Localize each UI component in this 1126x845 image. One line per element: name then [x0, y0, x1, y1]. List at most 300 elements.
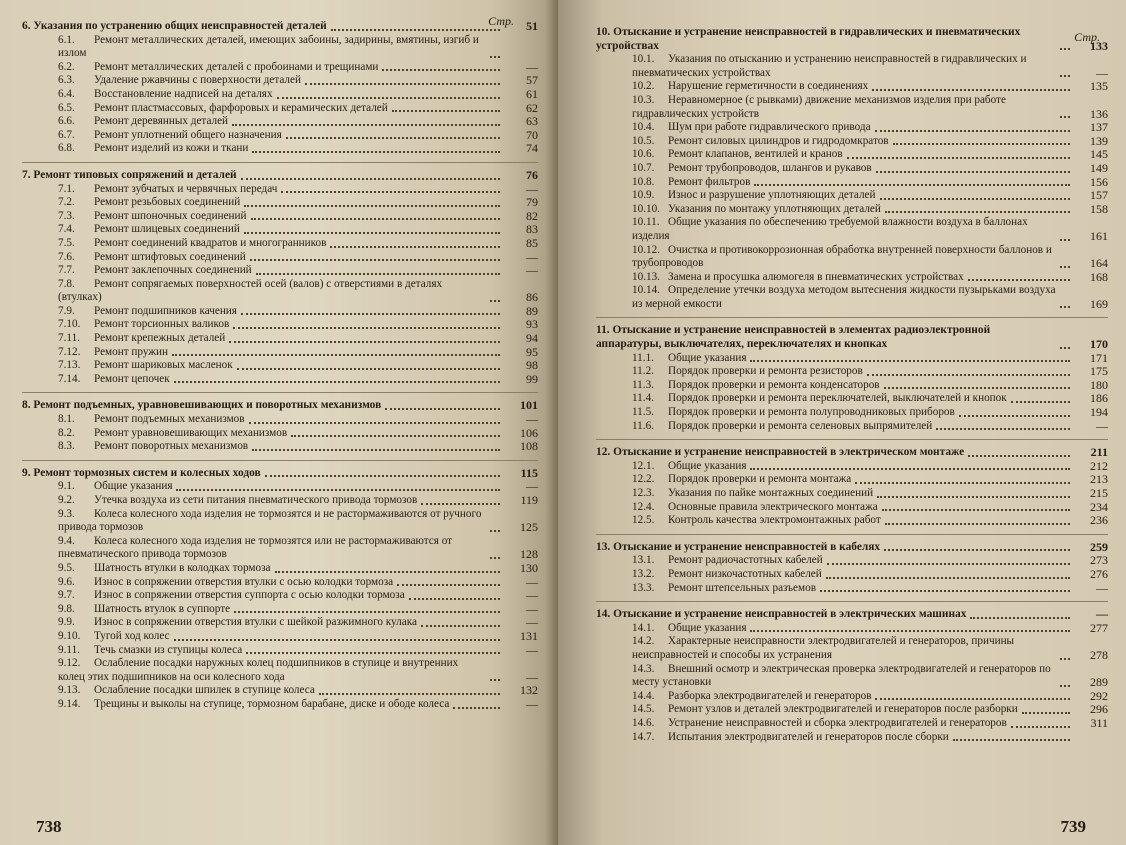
toc-section: [596, 216, 1108, 243]
toc-section: [596, 352, 1108, 366]
toc-entry-title: [58, 480, 172, 494]
toc-entry-title: [632, 663, 1056, 690]
toc-entry-number: 9.10.: [58, 629, 81, 642]
toc-entry-title: [632, 568, 822, 582]
toc-entry-number: 7.7.: [58, 264, 75, 277]
leader-dots: [244, 231, 500, 234]
toc-section: [596, 271, 1108, 285]
toc-entry-text: Испытания электродвигателей и генераторов после сборки: [668, 730, 949, 743]
toc-entry-number: 10.6.: [632, 148, 655, 161]
toc-entry-number: 9.11.: [58, 643, 80, 656]
toc-entry-title: [58, 644, 242, 658]
toc-entry-number: 11.5.: [632, 406, 654, 419]
toc-entry-title: [58, 332, 225, 346]
toc-section: [22, 413, 538, 427]
toc-entry-text: Ремонт соединений квадратов и многогранников: [94, 236, 327, 249]
toc-entry-title: [58, 576, 393, 590]
toc-section: [22, 373, 538, 387]
toc-entry-title: [58, 684, 315, 698]
toc-page-number: 169: [1090, 296, 1108, 311]
toc-section: [596, 162, 1108, 176]
leader-dots: [265, 474, 500, 477]
leader-dots: [174, 380, 500, 383]
toc-entry-number: 10.9.: [632, 189, 655, 202]
toc-page-number: 57: [526, 73, 538, 88]
toc-section: [22, 74, 538, 88]
toc-page-number: 161: [1090, 228, 1108, 243]
toc-page-number: 95: [526, 344, 538, 359]
toc-entry-text: Общие указания: [94, 480, 173, 493]
toc-page-number: —: [1096, 607, 1108, 622]
toc-entry-text: Ремонт силовых цилиндров и гидродомкратов: [668, 134, 889, 147]
toc-page-number: 156: [1090, 174, 1108, 189]
toc-entry-title: [58, 562, 271, 576]
toc-entry-text: Ремонт низкочастотных кабелей: [668, 567, 822, 580]
toc-entry-text: Ремонт деревянных деталей: [94, 115, 229, 128]
toc-section: [22, 210, 538, 224]
toc-section: [22, 562, 538, 576]
toc-entry-title: [58, 278, 486, 305]
toc-section: [22, 440, 538, 454]
toc-entry-text: Ремонт радиочастотных кабелей: [668, 554, 823, 567]
toc-entry-text: Ремонт шлицевых соединений: [94, 223, 240, 236]
toc-entry-text: Удаление ржавчины с поверхности деталей: [94, 74, 301, 87]
leader-dots: [875, 697, 1070, 700]
toc-entry-text: Ремонт изделий из кожи и ткани: [94, 142, 249, 155]
toc-page-number: 79: [526, 195, 538, 210]
toc-section: [22, 223, 538, 237]
leader-dots: [305, 82, 500, 85]
toc-entry-text: Течь смазки из ступицы колеса: [94, 643, 243, 656]
toc-entry-text: Указания по монтажу уплотняющих деталей: [668, 202, 881, 215]
toc-entry-title: [58, 427, 287, 441]
toc-entry-number: 6.2.: [58, 60, 75, 73]
toc-section: [22, 698, 538, 712]
leader-dots: [275, 570, 501, 573]
toc-entry-number: 12.3.: [632, 487, 655, 499]
toc-page-number: 292: [1090, 688, 1108, 703]
toc-entry-title: [58, 494, 417, 508]
toc-section: [596, 635, 1108, 662]
toc-section: [596, 148, 1108, 162]
toc-entry-title: [632, 284, 1056, 311]
toc-entry-text: Очистка и противокоррозионная обработка внутренней поверхности баллонов и трубопроводов: [632, 243, 1052, 270]
toc-entry-title: [58, 61, 378, 75]
toc-section: [596, 473, 1108, 487]
toc-section: [22, 183, 538, 197]
toc-entry-text: Колеса колесного хода изделия не тормозятся или не растормаживаются от пневматического привода тормозов: [58, 534, 453, 561]
column-header: Стр.: [1074, 30, 1100, 44]
toc-entry-text: Контроль качества электромонтажных работ: [668, 514, 881, 527]
toc-section: [22, 264, 538, 278]
toc-page-number: 51: [526, 19, 538, 33]
leader-dots: [490, 529, 500, 532]
toc-entry-text: Ремонт клапанов, вентилей и кранов: [668, 148, 843, 161]
toc-entry-number: 8.1.: [58, 413, 75, 426]
toc-entry-number: 14.1.: [632, 621, 655, 634]
toc-entry-title: [58, 616, 417, 630]
leader-dots: [234, 610, 500, 613]
toc-entry-number: 7.6.: [58, 250, 75, 263]
leader-dots: [936, 427, 1070, 430]
toc-page-number: 278: [1090, 647, 1108, 662]
toc-entry-text: Устранение неисправностей и сборка электродвигателей и генераторов: [668, 716, 1007, 729]
toc-page-number: 276: [1090, 566, 1108, 581]
toc-entry-text: Характерные неисправности электродвигателей и генераторов, причины неисправностей и способы их устранения: [632, 635, 1015, 661]
toc-list: [22, 20, 538, 712]
toc-section: [22, 630, 538, 644]
leader-dots: [826, 576, 1070, 579]
toc-entry-title: [632, 622, 746, 636]
toc-page-number: —: [1096, 580, 1108, 595]
toc-section: [22, 535, 538, 562]
toc-entry-text: Основные правила электрического монтажа: [668, 500, 878, 513]
toc-section: [596, 189, 1108, 203]
toc-page-number: 158: [1090, 201, 1108, 216]
toc-section: [22, 616, 538, 630]
toc-entry-text: Ремонт узлов и деталей электродвигателей и генераторов после разборки: [668, 703, 1018, 716]
leader-dots: [397, 583, 500, 586]
toc-entry-title: [632, 352, 746, 366]
toc-page-number: 94: [526, 331, 538, 346]
toc-entry-title: [632, 501, 878, 515]
toc-section: [22, 346, 538, 360]
leader-dots: [246, 651, 500, 654]
toc-entry-text: Ремонт уравновешивающих механизмов: [94, 426, 288, 439]
leader-dots: [392, 109, 500, 112]
toc-entry-text: Ремонт заклепочных соединений: [94, 264, 252, 277]
toc-page-number: —: [526, 412, 538, 427]
toc-entry-text: Указания по пайке монтажных соединений: [668, 487, 874, 499]
toc-entry-title: [632, 379, 880, 393]
toc-entry-title: [58, 196, 240, 210]
toc-section: [596, 203, 1108, 217]
toc-entry-number: 9.7.: [58, 589, 75, 602]
leader-dots: [750, 359, 1070, 362]
toc-page-number: 211: [1090, 445, 1108, 460]
toc-page-number: 186: [1090, 391, 1108, 406]
toc-section: [22, 278, 538, 305]
toc-entry-number: 14.5.: [632, 703, 655, 716]
toc-page-number: 289: [1090, 675, 1108, 690]
toc-entry-text: Ремонт торсионных валиков: [94, 318, 230, 331]
leader-dots: [1060, 346, 1070, 349]
toc-entry-title: [58, 413, 245, 427]
toc-section: [596, 53, 1108, 80]
toc-entry-number: 10.3.: [632, 93, 655, 106]
leader-dots: [1060, 47, 1070, 50]
toc-entry-number: 7.4.: [58, 223, 75, 236]
toc-entry-number: 6.1.: [58, 33, 75, 46]
toc-entry-title: [58, 129, 282, 143]
toc-page-number: —: [526, 588, 538, 603]
toc-entry-title: [58, 264, 252, 278]
leader-dots: [319, 692, 500, 695]
chapter-divider: [22, 162, 538, 163]
toc-page-number: 115: [520, 465, 538, 480]
toc-entry-text: Трещины и выколы на ступице, тормозном барабане, диске и ободе колеса: [94, 697, 450, 710]
chapter-divider: [22, 392, 538, 393]
leader-dots: [884, 386, 1070, 389]
toc-entry-number: 14.2.: [632, 635, 655, 648]
toc-page-number: 136: [1090, 106, 1108, 121]
toc-page-number: 145: [1090, 147, 1108, 162]
toc-section: [596, 420, 1108, 434]
leader-dots: [385, 407, 500, 410]
leader-dots: [421, 502, 500, 505]
toc-entry-text: Ремонт сопрягаемых поверхностей осей (валов) с отверстиями в деталях (втулках): [58, 277, 443, 304]
toc-entry-title: [58, 142, 248, 156]
leader-dots: [252, 150, 500, 153]
toc-list: [596, 26, 1108, 744]
toc-section: [22, 332, 538, 346]
toc-page-number: 157: [1090, 188, 1108, 203]
toc-page-number: 62: [526, 100, 538, 115]
toc-entry-number: 10.4.: [632, 121, 655, 134]
leader-dots: [1060, 265, 1070, 268]
toc-page-number: 213: [1090, 472, 1108, 487]
leader-dots: [880, 197, 1070, 200]
toc-section: [22, 142, 538, 156]
toc-entry-title: [632, 635, 1056, 662]
chapter-divider: [596, 601, 1108, 602]
toc-section: [596, 365, 1108, 379]
toc-entry-text: Ремонт резьбовых соединений: [94, 196, 241, 209]
toc-section: [596, 135, 1108, 149]
toc-entry-text: Износ и разрушение уплотняющих деталей: [668, 189, 876, 202]
toc-entry-number: 7.3.: [58, 209, 75, 222]
leader-dots: [232, 123, 500, 126]
toc-page-number: 101: [520, 398, 538, 413]
leader-dots: [382, 68, 500, 71]
leader-dots: [1060, 238, 1070, 241]
toc-section: [596, 379, 1108, 393]
leader-dots: [1060, 305, 1070, 308]
toc-entry-text: Ремонт цепочек: [94, 372, 170, 385]
leader-dots: [244, 204, 500, 207]
toc-entry-text: Ремонт крепежных деталей: [94, 332, 226, 345]
right-page: [558, 0, 1126, 845]
toc-entry-number: 8.3.: [58, 440, 75, 453]
toc-entry-text: Внешний осмотр и электрическая проверка электродвигателей и генераторов по месту установки: [632, 662, 1051, 689]
leader-dots: [291, 434, 500, 437]
toc-page-number: 83: [526, 222, 538, 237]
toc-entry-title: [632, 460, 746, 474]
toc-entry-number: 7.2.: [58, 196, 75, 209]
column-header: Стр.: [488, 14, 514, 28]
toc-entry-title: [58, 373, 170, 387]
toc-entry-number: 11.2.: [632, 365, 654, 378]
leader-dots: [847, 156, 1070, 159]
toc-entry-text: Порядок проверки и ремонта резисторов: [668, 365, 863, 378]
toc-page-number: 99: [526, 371, 538, 386]
toc-entry-title: 13. Отыскание и устранение неисправностей в кабелях: [596, 540, 881, 553]
toc-entry-title: [632, 176, 750, 190]
toc-chapter: [22, 467, 538, 481]
toc-page-number: 74: [526, 141, 538, 156]
toc-section: [22, 318, 538, 332]
toc-entry-text: Общие указания: [668, 351, 747, 364]
toc-page-number: 164: [1090, 256, 1108, 271]
leader-dots: [241, 312, 500, 315]
leader-dots: [893, 142, 1070, 145]
toc-entry-text: Порядок проверки и ремонта селеновых выпрямителей: [668, 419, 933, 432]
toc-entry-text: Порядок проверки и ремонта конденсаторов: [668, 378, 880, 391]
toc-entry-number: 6.6.: [58, 115, 75, 128]
toc-entry-title: [632, 406, 955, 420]
page-number: 739: [1060, 817, 1086, 836]
toc-entry-number: 9.5.: [58, 561, 75, 574]
toc-page-number: 131: [520, 628, 538, 643]
toc-page-number: 61: [526, 86, 538, 101]
toc-section: [596, 690, 1108, 704]
toc-page-number: —: [526, 181, 538, 196]
toc-entry-title: [632, 53, 1056, 80]
toc-entry-text: Ремонт штепсельных разъемов: [668, 581, 816, 594]
leader-dots: [875, 129, 1070, 132]
toc-section: [22, 359, 538, 373]
toc-section: [22, 576, 538, 590]
toc-section: [22, 237, 538, 251]
leader-dots: [1060, 657, 1070, 660]
toc-section: [22, 196, 538, 210]
toc-section: [596, 717, 1108, 731]
toc-entry-title: 7. Ремонт типовых сопряжений и деталей: [22, 168, 237, 181]
toc-entry-number: 7.12.: [58, 345, 81, 358]
toc-entry-number: 10.1.: [632, 53, 655, 66]
toc-entry-title: [632, 216, 1056, 243]
toc-entry-text: Тугой ход колес: [94, 629, 170, 642]
toc-entry-text: Ремонт пружин: [94, 345, 168, 358]
toc-section: [22, 34, 538, 61]
chapter-divider: [596, 439, 1108, 440]
toc-entry-title: 12. Отыскание и устранение неисправностей в электрическом монтаже: [596, 446, 965, 459]
toc-entry-number: 10.13.: [632, 270, 660, 283]
toc-entry-number: 11.6.: [632, 419, 654, 432]
toc-entry-title: 11. Отыскание и устранение неисправностей в элементах радиоэлектронной аппаратуры, выключателях, переключателях и кнопках: [596, 324, 991, 351]
toc-page-number: 135: [1090, 79, 1108, 94]
toc-entry-number: 9.2.: [58, 494, 75, 506]
toc-entry-title: [58, 359, 233, 373]
leader-dots: [1011, 400, 1070, 403]
toc-entry-text: Ремонт пластмассовых, фарфоровых и керамических деталей: [94, 101, 388, 114]
toc-chapter: [596, 446, 1108, 460]
toc-entry-title: [632, 420, 932, 434]
toc-entry-number: 9.3.: [58, 507, 75, 520]
toc-page-number: 63: [526, 114, 538, 129]
toc-chapter: [596, 608, 1108, 622]
toc-page-number: —: [526, 615, 538, 630]
toc-entry-number: 9.4.: [58, 534, 75, 547]
toc-section: [22, 480, 538, 494]
toc-page-number: 170: [1090, 337, 1108, 352]
toc-entry-text: Замена и просушка алюмогеля в пневматических устройствах: [668, 270, 964, 283]
toc-section: [22, 589, 538, 603]
leader-dots: [490, 678, 500, 681]
toc-page-number: —: [526, 479, 538, 494]
toc-entry-number: 10.14.: [632, 284, 660, 297]
toc-chapter: [22, 20, 538, 34]
chapter-divider: [22, 460, 538, 461]
toc-entry-text: Износ в сопряжении отверстия втулки с шейкой разжимного кулака: [94, 616, 417, 629]
toc-page-number: 98: [526, 358, 538, 373]
toc-entry-title: [632, 703, 1018, 717]
toc-entry-title: [632, 244, 1056, 271]
toc-section: [22, 102, 538, 116]
toc-page-number: —: [1096, 418, 1108, 433]
toc-entry-text: Порядок проверки и ремонта полупроводниковых приборов: [668, 406, 955, 419]
toc-section: [22, 251, 538, 265]
leader-dots: [959, 414, 1070, 417]
leader-dots: [172, 353, 500, 356]
leader-dots: [876, 170, 1070, 173]
leader-dots: [229, 340, 500, 343]
toc-entry-number: 10.7.: [632, 161, 655, 174]
toc-entry-title: [58, 251, 246, 265]
leader-dots: [281, 190, 500, 193]
toc-entry-number: 14.7.: [632, 730, 655, 743]
toc-entry-text: Износ в сопряжении отверстия втулки с осью колодки тормоза: [94, 575, 394, 588]
toc-entry-number: 12.5.: [632, 514, 655, 527]
toc-section: [22, 115, 538, 129]
toc-page-number: 194: [1090, 405, 1108, 420]
toc-entry-text: Неравномерное (с рывками) движение механизмов изделия при работе гидравлических устройств: [632, 93, 1006, 120]
toc-page-number: 93: [526, 317, 538, 332]
toc-section: [22, 88, 538, 102]
toc-entry-text: Общие указания по обеспечению требуемой влажности воздуха в баллонах изделия: [632, 216, 1028, 242]
toc-page-number: 139: [1090, 133, 1108, 148]
toc-page-number: 296: [1090, 702, 1108, 717]
toc-page-number: 128: [520, 547, 538, 562]
toc-page-number: 125: [520, 520, 538, 535]
toc-section: [22, 494, 538, 508]
toc-entry-number: 13.3.: [632, 581, 655, 594]
chapter-divider: [596, 534, 1108, 535]
toc-entry-title: [632, 189, 876, 203]
toc-page-number: 130: [520, 560, 538, 575]
toc-entry-title: [58, 305, 237, 319]
toc-entry-number: 9.13.: [58, 684, 81, 697]
toc-entry-number: 10.12.: [632, 243, 660, 256]
leader-dots: [331, 28, 500, 31]
leader-dots: [754, 183, 1070, 186]
toc-entry-text: Шатность втулок в суппорте: [94, 602, 231, 615]
leader-dots: [877, 495, 1070, 498]
toc-entry-number: 9.8.: [58, 602, 75, 615]
toc-page-number: 234: [1090, 499, 1108, 514]
leader-dots: [1060, 115, 1070, 118]
toc-entry-number: 7.9.: [58, 304, 75, 317]
toc-page-number: —: [526, 249, 538, 264]
toc-entry-title: [58, 318, 229, 332]
toc-entry-title: [632, 487, 873, 501]
toc-entry-title: [632, 121, 871, 135]
toc-entry-title: [58, 589, 405, 603]
toc-entry-number: 11.1.: [632, 351, 654, 364]
toc-entry-text: Ремонт подшипников качения: [94, 304, 237, 317]
toc-entry-text: Ремонт шариковых масленок: [94, 359, 233, 372]
leader-dots: [330, 245, 500, 248]
leader-dots: [409, 597, 500, 600]
toc-entry-number: 6.5.: [58, 101, 75, 114]
toc-section: [596, 703, 1108, 717]
leader-dots: [968, 278, 1070, 281]
toc-page-number: 236: [1090, 513, 1108, 528]
leader-dots: [250, 258, 500, 261]
toc-entry-text: Ремонт штифтовых соединений: [94, 250, 246, 263]
toc-entry-number: 10.8.: [632, 175, 655, 188]
chapter-divider: [596, 317, 1108, 318]
